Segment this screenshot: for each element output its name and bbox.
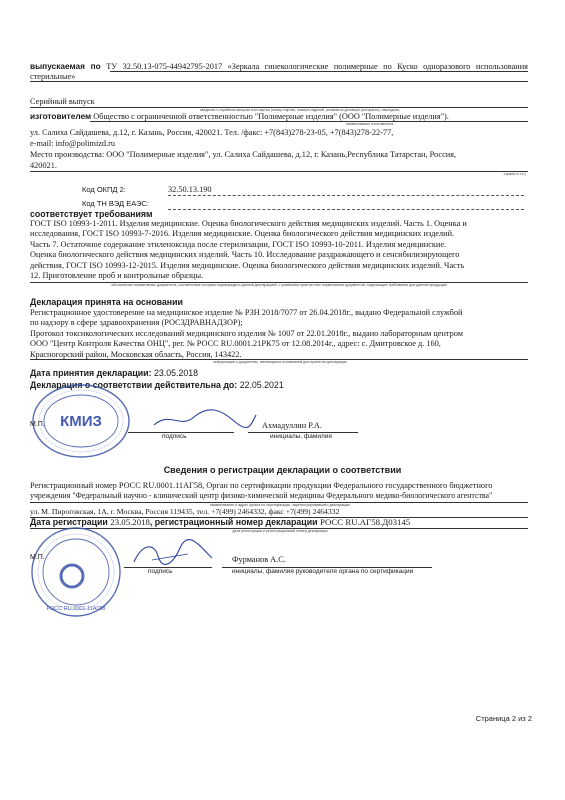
basis-line: Красногорский район, Московская область, Россия, 143422.	[30, 349, 242, 359]
manufacturer-caption: наименование изготовителя,	[345, 122, 395, 126]
registration-number-label: , регистрационный номер декларации	[149, 517, 318, 527]
basis-caption: информация о документах, являющихся основанием для принятия декларации	[213, 360, 347, 364]
certification-stamp-text: РОСС RU.0001.11АГ58	[46, 606, 106, 612]
manufacturer-signer-name: Ахмадуллин Р.А.	[262, 421, 322, 430]
requirement-line: Оценка биологического действия медицинских изделий. Часть 10. Исследование раздражающего и сенсибилизирующего	[30, 250, 460, 260]
registration-line3: ул. М. Пироговская, 1А, г. Москва, Россия 119435, тел. +7(499) 2464332, факс +7(499) 2464332	[30, 507, 340, 516]
basis-text	[30, 308, 528, 360]
accepted-value: 23.05.2018	[153, 368, 199, 378]
registration-caption2: дата регистрации и регистрационный номер декларации	[232, 529, 328, 533]
accepted-date-line	[30, 368, 198, 378]
manufacturer-address: ул. Салиха Сайдашева, д.12, г. Казань, Россия, 420021. Тел. /факс: +7(843)278-23-05, +7(843)278-22-77,	[30, 128, 394, 137]
name-caption-2: инициалы, фамилия руководителя органа по сертификации	[232, 568, 414, 575]
certification-signature	[128, 538, 218, 570]
manufacturer-email: e-mail: info@polimizd.ru	[30, 139, 116, 148]
registration-line1: Регистрационный номер РОСС RU.0001.11АГ58, Орган по сертификации продукции Федерального государственного бюджетного	[30, 481, 493, 490]
basis-line: Регистрационное удостоверение на медицинское изделие № РЗН 2018/7077 от 26.04.2018г., выдано Федеральной службой	[30, 308, 463, 317]
basis-line: Протокол токсикологических исследований медицинского изделия № 1007 от 22.01.2018г., выдано лабораторным центром	[30, 328, 464, 338]
registration-number-value: РОСС RU.АГ58.Д03145	[319, 517, 411, 527]
page-number: Страница 2 из 2	[475, 714, 532, 723]
certification-signer-name: Фурманов А.С.	[232, 555, 286, 564]
product-text: ТУ 32.50.13-075-44942795-2017 «Зеркала гинекологические полимерные по Куско одноразового использования стерильные»	[30, 62, 528, 82]
basis-line: по надзору в сфере здравоохранения (РОСЗДРАВНАДЗОР);	[30, 318, 243, 328]
requirements-heading: соответствует требованиям	[30, 209, 153, 219]
requirement-line: ГОСТ ISO 10993-1-2011. Изделия медицинские. Оценка биологического действия медицинских изделий. Часть 1. Оценка и	[30, 219, 467, 228]
basis-heading: Декларация принята на основании	[30, 297, 183, 307]
mp-label-1: М.П.	[30, 421, 45, 428]
manufacturer-name: Общество с ограниченной ответственностью "Полимерные изделия" (ООО "Полимерные изделия").	[93, 112, 449, 121]
registration-caption1: наименование и адрес органа по сертификации, зарегистрировавшего декларацию	[209, 503, 351, 507]
registration-heading: Сведения о регистрации декларации о соответствии	[163, 465, 402, 475]
series-caption: сведения о серийном выпуске или партии (номер партии, номера изделий, реквизиты договора (контракта), накладная,	[199, 108, 401, 112]
requirements-text	[30, 219, 528, 281]
sign-caption-1: подпись	[162, 433, 187, 440]
manufacturer-stamp-text: КМИЗ	[60, 413, 102, 430]
valid-value: 22.05.2021	[239, 380, 284, 390]
requirement-line: 12. Приготовление проб и контрольные образцы.	[30, 271, 204, 281]
valid-label: Декларация о соответствии действительна до:	[30, 380, 238, 390]
production-place-line1: Место производства: ООО "Полимерные изделия", ул. Салиха Сайдашева, д.12, г. Казань,Республика Татарстан, Россия,	[30, 150, 457, 159]
product-label: выпускаемая по	[30, 61, 101, 71]
requirement-line: действия, ГОСТ ISO 10993-12-2015. Изделия медицинские. Оценка биологического действия медицинских изделий. Часть	[30, 260, 465, 270]
sign-caption-2: подпись	[148, 568, 173, 575]
requirements-caption: обозначение нормативных документов, соответствие которым подтверждено данной декларацией, с указанием пунктов этих нормативных документов, содержащих требования для данной продукции	[111, 283, 447, 287]
okpd-value: 32.50.13.190	[168, 185, 212, 194]
accepted-label: Дата принятия декларации:	[30, 368, 152, 378]
manufacturer-label: изготовителем	[30, 111, 92, 121]
manufacturer-signature	[150, 405, 260, 433]
series-text: Серийный выпуск	[30, 97, 95, 106]
basis-line: ООО "Центр Контроля Качества ОНЦ", рег. № РОСС RU.0001.21РК75 от 12.08.2014г., адрес: с. Дмитровское д. 160,	[30, 339, 441, 349]
name-caption-1: инициалы, фамилия	[270, 433, 332, 440]
requirement-line: исследования, ГОСТ ISO 10993-7-2016. Изделия медицинские. Оценка биологического действия медицинских изделий.	[30, 229, 455, 239]
mp-label-2: М.П.	[30, 554, 45, 561]
registration-line2: учреждения "Федеральный научно - клинический центр физико-химической медицины Федерального медико-биологического агентства"	[30, 491, 493, 500]
certification-stamp	[28, 524, 124, 620]
country-caption: страны и т.п.)	[503, 172, 526, 176]
tnved-label: Код ТН ВЭД ЕАЭС:	[82, 199, 149, 208]
registration-date-value: 23.05.2018	[110, 517, 150, 527]
okpd-label: Код ОКПД 2:	[82, 185, 126, 194]
production-place-line2: 420021.	[30, 161, 57, 170]
requirement-line: Часть 7. Остаточное содержание этиленоксида после стерилизации, ГОСТ ISO 10993-10-2011. Изделия медицинские.	[30, 239, 447, 249]
registration-date-label: Дата регистрации	[30, 517, 108, 527]
